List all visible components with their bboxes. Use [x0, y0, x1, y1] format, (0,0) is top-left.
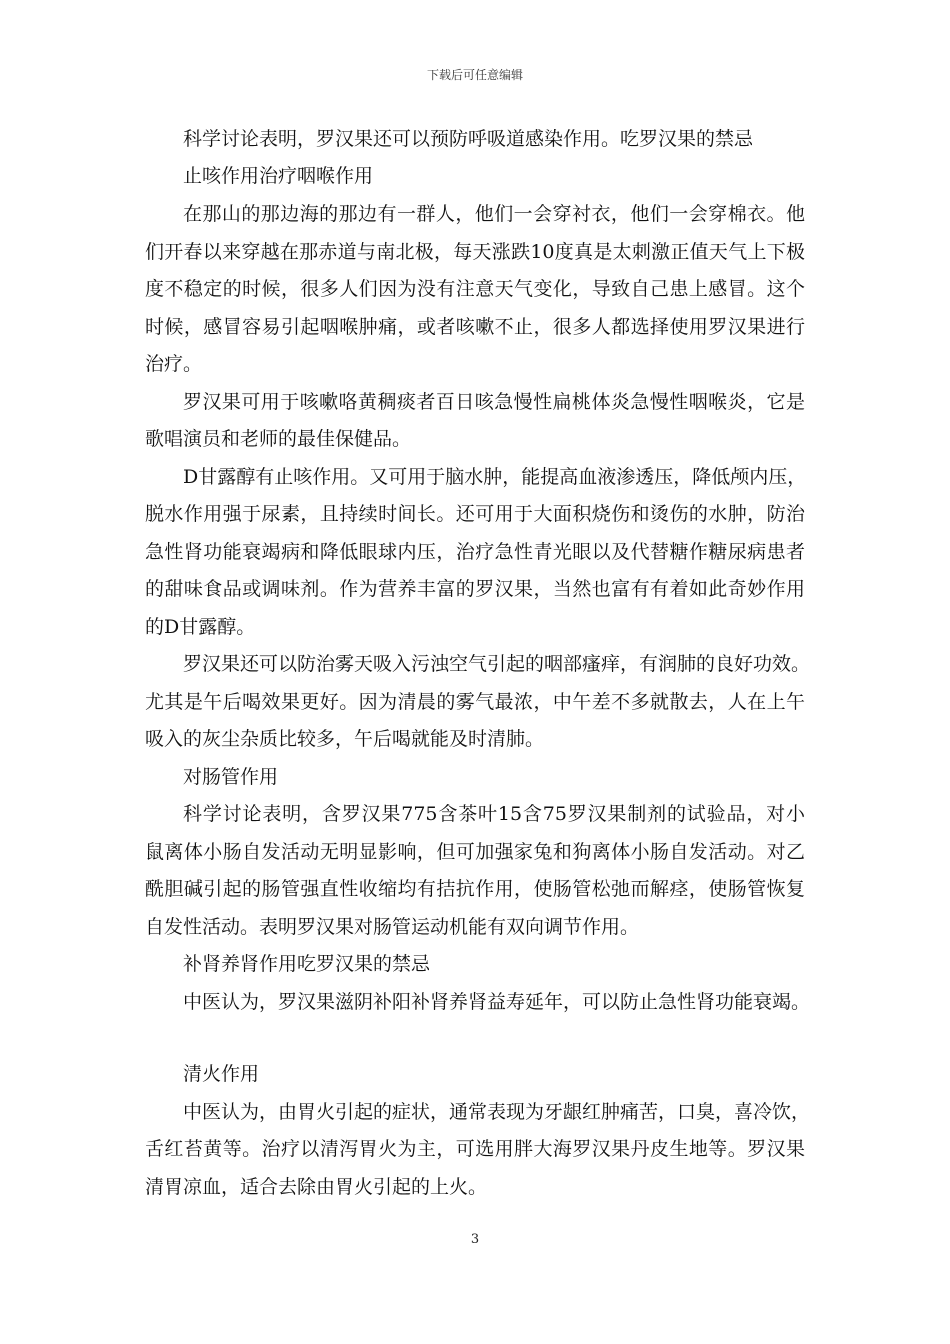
section-heading-kidney: 补肾养肾作用吃罗汉果的禁忌: [183, 953, 431, 975]
body-line-26: 中医认为，由胃火引起的症状，通常表现为牙龈红肿痛苦，口臭，喜冷饮，: [183, 1101, 811, 1123]
body-line-27: 舌红苔黄等。治疗以清泻胃火为主，可选用胖大海罗汉果丹皮生地等。罗汉果: [145, 1138, 805, 1160]
section-heading-fire: 清火作用: [183, 1063, 260, 1085]
body-line-11: 脱水作用强于尿素，且持续时间长。还可用于大面积烧伤和烫伤的水肿，防治: [145, 503, 805, 525]
body-line-28: 清胃凉血，适合去除由胃火引起的上火。: [145, 1176, 488, 1198]
section-heading-intestine: 对肠管作用: [183, 766, 279, 788]
body-line-22: 自发性活动。表明罗汉果对肠管运动机能有双向调节作用。: [145, 916, 640, 938]
body-line-20: 鼠离体小肠自发活动无明显影响，但可加强家兔和狗离体小肠自发活动。对乙: [145, 841, 805, 863]
body-line-19: 科学讨论表明，含罗汉果775含茶叶15含75罗汉果制剂的试验品，对小: [183, 803, 805, 825]
body-line-17: 吸入的灰尘杂质比较多，午后喝就能及时清肺。: [145, 728, 545, 750]
body-line-5: 度不稳定的时候，很多人们因为没有注意天气变化，导致自己患上感冒。这个: [145, 278, 805, 300]
body-line-3: 在那山的那边海的那边有一群人，他们一会穿衬衣，他们一会穿棉衣。他: [183, 203, 805, 225]
body-line-9: 歌唱演员和老师的最佳保健品。: [145, 428, 412, 450]
body-line-15: 罗汉果还可以防治雾天吸入污浊空气引起的咽部瘙痒，有润肺的良好功效。: [183, 653, 811, 675]
body-line-14: 的D甘露醇。: [145, 616, 256, 638]
page-number: 3: [470, 1232, 480, 1247]
body-line-6: 时候，感冒容易引起咽喉肿痛，或者咳嗽不止，很多人都选择使用罗汉果进行: [145, 316, 805, 338]
section-heading-cough: 止咳作用治疗咽喉作用: [183, 165, 374, 187]
body-line-13: 的甜味食品或调味剂。作为营养丰富的罗汉果，当然也富有有着如此奇妙作用: [145, 578, 805, 600]
body-line-7: 治疗。: [145, 353, 203, 375]
body-line-8: 罗汉果可用于咳嗽咯黄稠痰者百日咳急慢性扁桃体炎急慢性咽喉炎，它是: [183, 391, 805, 413]
body-line-21: 酰胆碱引起的肠管强直性收缩均有拮抗作用，使肠管松弛而解痉，使肠管恢复: [145, 878, 805, 900]
body-line-12: 急性肾功能衰竭病和降低眼球内压，治疗急性青光眼以及代替糖作糖尿病患者: [145, 541, 805, 563]
body-line-10: D甘露醇有止咳作用。又可用于脑水肿，能提高血液渗透压，降低颅内压，: [183, 466, 807, 488]
body-line-16: 尤其是午后喝效果更好。因为清晨的雾气最浓，中午差不多就散去，人在上午: [145, 691, 805, 713]
body-line-1: 科学讨论表明，罗汉果还可以预防呼吸道感染作用。吃罗汉果的禁忌: [183, 128, 754, 150]
body-line-24: 中医认为，罗汉果滋阴补阳补肾养肾益寿延年，可以防止急性肾功能衰竭。: [183, 991, 811, 1013]
page-header: 下载后可任意编辑: [426, 68, 523, 82]
body-line-4: 们开春以来穿越在那赤道与南北极，每天涨跌10度真是太刺激正值天气上下极: [145, 241, 805, 263]
